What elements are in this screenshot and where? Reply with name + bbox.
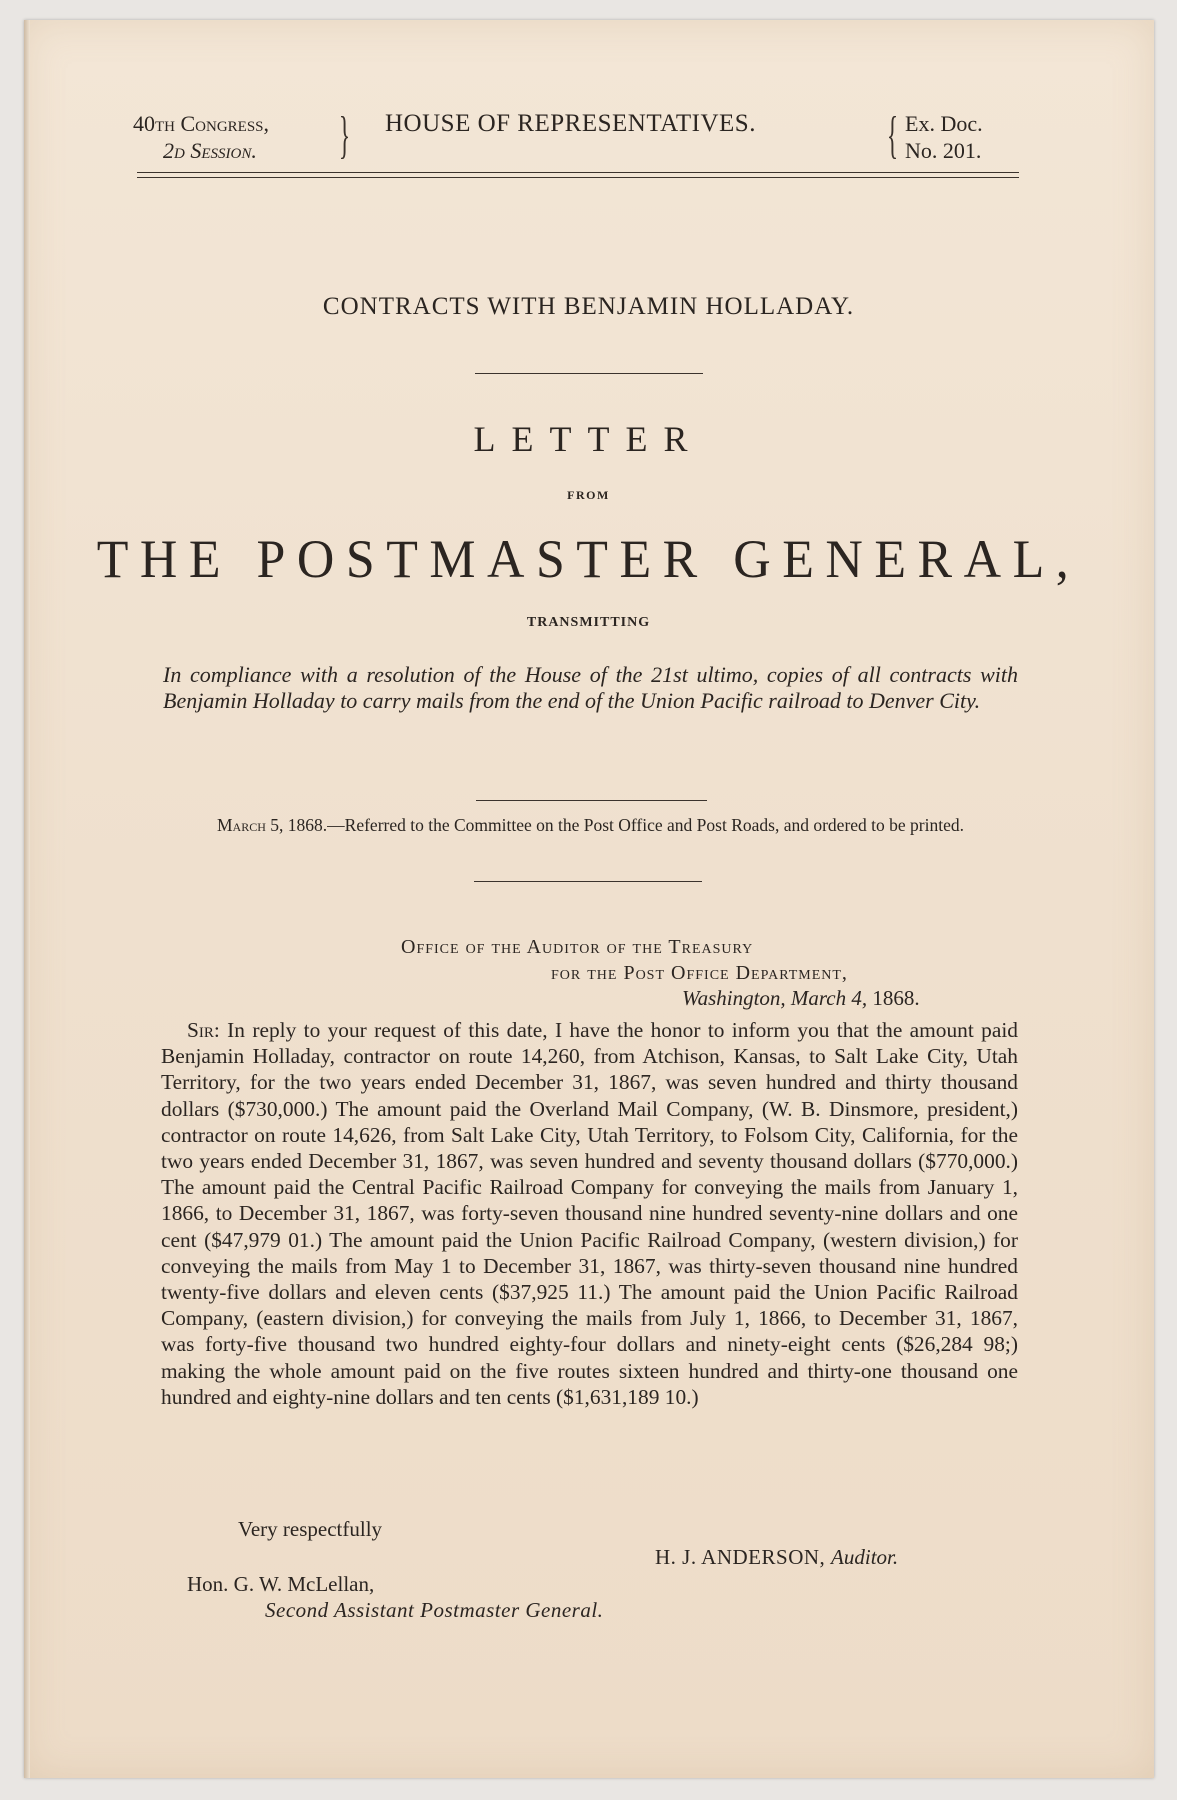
- signature: [655, 1545, 898, 1570]
- ex-doc-label: Ex. Doc.: [905, 111, 983, 136]
- signature-name: H. J. ANDERSON,: [655, 1545, 826, 1569]
- signature-title: Auditor.: [831, 1545, 899, 1569]
- salutation: Sir: [187, 1018, 214, 1042]
- letter-heading: LETTER: [473, 419, 704, 459]
- office-dateline: [682, 986, 920, 1010]
- brace-left-icon: }: [338, 107, 351, 164]
- house-label: HOUSE OF REPRESENTATIVES.: [385, 110, 756, 137]
- header-rule-bottom: [137, 177, 1019, 178]
- letter-body-text: : In reply to your request of this date, I have the honor to inform you that the amount paid Benjamin Holladay, contractor on route 14,260, from Atchison, Kansas, to Salt Lake City, Utah Territory, for the two years ended December 31, 1867, was seven hundred and thirty thousand dollars ($730,000.) The amount paid the Overland Mail Company, (W. B. Dinsmore, president,) contractor on route 14,626, from Salt Lake City, Utah Territory, to Folsom City, California, for the two years ended December 31, 1867, was seven hundred and seventy thousand dollars ($770,000.) The amount paid the Central Pacific Railroad Company for conveying the mails from January 1, 1866, to December 31, 1867, was forty-seven thousand nine hundred seventy-nine dollars and one cent ($47,979 01.) The amount paid the Union Pacific Railroad Company, (western division,) for conveying the mails from May 1 to December 31, 1867, was thirty-seven thousand nine hundred twenty-five dollars and eleven cents ($37,925 11.) The amount paid the Union Pacific Railroad Company, (eastern division,) for conveying the mails from July 1, 1866, to December 31, 1867, was forty-five thousand two hundred eighty-four dollars and ninety-eight cents ($26,284 98;) making the whole amount paid on the five routes sixteen hundred and thirty-one thousand one hundred and eighty-nine dollars and ten cents ($1,631,189 10.): [161, 1018, 1018, 1409]
- addressee-title: Second Assistant Postmaster General.: [265, 1598, 604, 1622]
- document-header: [0, 88, 1177, 164]
- doc-number: [905, 110, 983, 164]
- header-rule-top: [137, 172, 1019, 173]
- divider-3: [474, 881, 702, 882]
- description: In compliance with a resolution of the House of the 21st ultimo, copies of all contracts with Benjamin Holladay to carry mails from the end of the Union Pacific railroad to Denver City.: [163, 662, 1018, 713]
- brace-right-icon: {: [886, 107, 899, 164]
- document-subject: CONTRACTS WITH BENJAMIN HOLLADAY.: [322, 293, 855, 320]
- referral-text: —Referred to the Committee on the Post Office and Post Roads, and ordered to be printed.: [327, 815, 964, 835]
- office-year: 1868.: [872, 986, 920, 1010]
- transmitting-label: TRANSMITTING: [526, 615, 651, 630]
- referral-note: [163, 815, 1018, 836]
- from-label: FROM: [567, 488, 610, 502]
- sender-heading: THE POSTMASTER GENERAL,: [96, 529, 1081, 589]
- page-left-edge: [24, 20, 30, 1778]
- office-place: Washington, March 4,: [682, 986, 868, 1010]
- divider-2: [476, 800, 707, 801]
- letter-body: [161, 1017, 1018, 1410]
- doc-no-label: No. 201.: [905, 138, 982, 163]
- addressee-name: Hon. G. W. McLellan,: [187, 1572, 375, 1596]
- closing: Very respectfully: [238, 1517, 383, 1541]
- office-line-1: Office of the Auditor of the Treasury: [401, 936, 754, 958]
- document-page: [24, 20, 1154, 1778]
- divider-1: [475, 373, 703, 374]
- office-line-2: for the Post Office Department,: [551, 962, 848, 984]
- congress-label: 40th Congress,: [133, 111, 270, 136]
- session-label: 2d Session.: [163, 138, 257, 163]
- congress-session: [133, 110, 269, 164]
- referral-date: March 5, 1868.: [217, 815, 328, 835]
